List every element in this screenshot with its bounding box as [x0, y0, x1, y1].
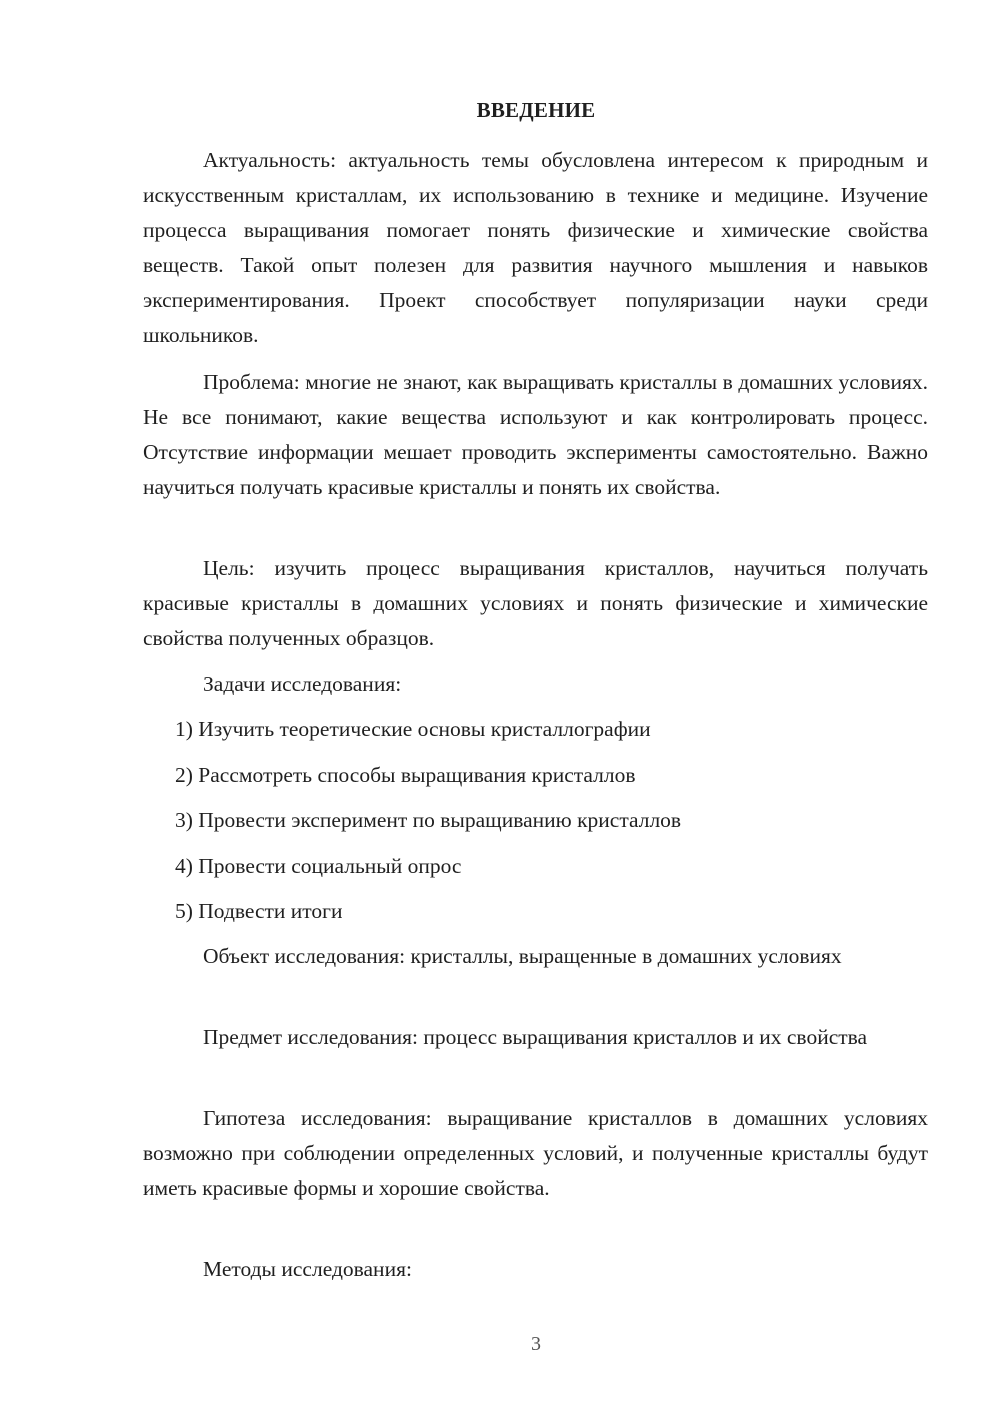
tasks-heading: Задачи исследования:	[203, 672, 402, 696]
task-item-5: 5) Подвести итоги	[175, 899, 343, 923]
task-item-1: 1) Изучить теоретические основы кристаллографии	[175, 717, 651, 741]
page-title: ВВЕДЕНИЕ	[476, 98, 596, 122]
task-item-2: 2) Рассмотреть способы выращивания кристаллов	[175, 763, 636, 787]
paragraph-goal: Цель: изучить процесс выращивания кристаллов, научиться получать красивые кристаллы в домашних условиях и понять физические и химические свойства полученных образцов.	[143, 556, 928, 650]
paragraph-object: Объект исследования: кристаллы, выращенные в домашних условиях	[203, 944, 842, 968]
page-number: 3	[531, 1333, 541, 1355]
task-item-4: 4) Провести социальный опрос	[175, 854, 462, 878]
paragraph-subject: Предмет исследования: процесс выращивания кристаллов и их свойства	[203, 1025, 868, 1049]
paragraph-problem: Проблема: многие не знают, как выращивать кристаллы в домашних условиях. Не все понимают, какие вещества используют и как контролировать процесс. Отсутствие информации мешает проводить эксперименты самостоятельно. Важно научиться получать красивые кристаллы и понять их свойства.	[143, 370, 928, 499]
paragraph-relevance: Актуальность: актуальность темы обусловлена интересом к природным и искусственным кристаллам, их использованию в технике и медицине. Изучение процесса выращивания помогает понять физические и химические свойства веществ. Такой опыт полезен для развития научного мышления и навыков экспериментирования. Проект способствует популяризации науки среди школьников.	[143, 148, 928, 347]
methods-heading: Методы исследования:	[203, 1257, 412, 1281]
task-item-3: 3) Провести эксперимент по выращиванию кристаллов	[175, 808, 682, 832]
paragraph-hypothesis: Гипотеза исследования: выращивание кристаллов в домашних условиях возможно при соблюдении определенных условий, и полученные кристаллы будут иметь красивые формы и хорошие свойства.	[143, 1106, 928, 1200]
